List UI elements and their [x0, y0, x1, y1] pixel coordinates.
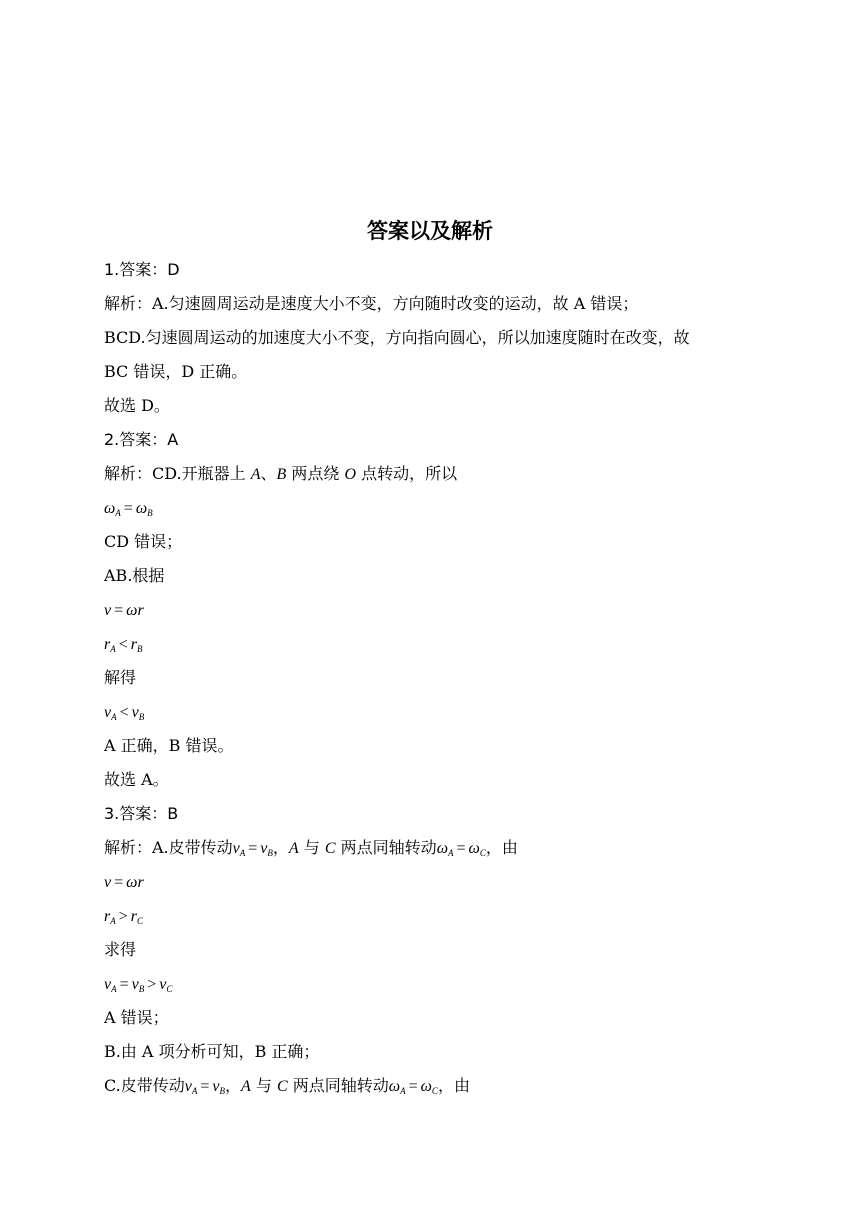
- q3-coaxial-mid: 两点同轴转动: [292, 1076, 389, 1095]
- q3-answer: 3.答案：B: [104, 804, 179, 823]
- q3-obtain: 求得: [104, 940, 137, 959]
- q3-by: 由: [501, 838, 518, 857]
- q2-analysis-post: 点转动，所以: [356, 464, 458, 483]
- q1-answer: 1.答案：D: [104, 260, 180, 279]
- q3-analysis-a: 解析：A.皮带传动$v_A = v_B$，A 与 C 两点同轴转动$\omega_A = \omega_C$，由: [104, 838, 518, 858]
- q3-formula-v-omega-r: [104, 870, 744, 904]
- q2-cd-wrong: CD 错误；: [104, 532, 183, 551]
- q2-formula-omega-equal: [104, 496, 744, 530]
- q3-b-correct: B.由 A 项分析可知，B 正确；: [104, 1042, 320, 1061]
- formula-v-eq-omega-r: v = ωr: [104, 874, 144, 891]
- formula-omega-a-eq-omega-b: $\omega_A = \omega_B$: [104, 500, 153, 518]
- q3-by: 由: [453, 1076, 470, 1095]
- formula-ra-gt-rc: $r_A > r_C$: [104, 908, 144, 926]
- q2-analysis-sep: 、: [260, 464, 277, 483]
- q3-coaxial-prefix: 与: [303, 838, 320, 857]
- q3-formula-radius-compare: [104, 904, 744, 938]
- q3-a-wrong: A 错误；: [104, 1008, 169, 1027]
- q2-solve: 解得: [104, 668, 137, 687]
- q2-formula-radius-compare: [104, 632, 744, 666]
- point-c-label: C: [277, 1078, 288, 1095]
- point-b-label: B: [276, 466, 287, 483]
- q3-formula-velocity-chain: [104, 972, 744, 1006]
- q2-analysis-cd: [104, 462, 744, 496]
- q1-conclusion: 故选 D。: [104, 396, 170, 415]
- point-c-label: C: [324, 840, 336, 857]
- point-a-label: A: [241, 1078, 251, 1095]
- q2-analysis-mid: 两点绕: [286, 464, 345, 483]
- formula-ra-lt-rb: $r_A < r_B$: [104, 636, 143, 654]
- formula-va-lt-vb: $v_A < v_B$: [104, 704, 145, 722]
- q2-ab-basis: AB.根据: [104, 566, 165, 585]
- formula-omega-a-eq-omega-c: $\omega_A = \omega_C$: [388, 1078, 438, 1096]
- q3-coaxial-prefix: 与: [255, 1076, 272, 1095]
- q2-result: A 正确，B 错误。: [104, 736, 234, 755]
- formula-va-eq-vb: $v_A = v_B$: [184, 1078, 226, 1096]
- page-title: 答案以及解析: [367, 219, 493, 243]
- formula-v-eq-omega-r: v = ωr: [104, 602, 144, 619]
- formula-omega-a-eq-omega-c: $\omega_A = \omega_C$: [436, 840, 486, 858]
- q1-analysis-bcd-line1: BCD.匀速圆周运动的加速度大小不变，方向指向圆心，所以加速度随时在改变，故: [104, 328, 690, 347]
- q1-analysis-a: 解析：A.匀速圆周运动是速度大小不变，方向随时改变的运动，故 A 错误；: [104, 294, 639, 313]
- point-a-label: A: [288, 840, 299, 857]
- q2-conclusion: 故选 A。: [104, 770, 169, 789]
- formula-va-eq-vb: $v_A = v_B$: [232, 840, 273, 858]
- q2-formula-velocity-compare: [104, 700, 744, 734]
- q2-formula-v-omega-r: [104, 598, 744, 632]
- q3-c-prefix: C.皮带传动: [104, 1076, 185, 1095]
- q3-coaxial-mid: 两点同轴转动: [340, 838, 437, 857]
- q1-analysis-bcd-line2: BC 错误，D 正确。: [104, 362, 248, 381]
- formula-va-eq-vb-gt-vc: $v_A = v_B > v_C$: [104, 976, 173, 994]
- q3-analysis-c: C.皮带传动$v_A = v_B$，A 与 C 两点同轴转动$\omega_A = \omega_C$，由: [104, 1076, 470, 1096]
- q2-analysis-pre: 解析：CD.开瓶器上: [104, 464, 251, 483]
- point-o-label: O: [344, 466, 357, 483]
- answer-body: [104, 258, 744, 1108]
- q3-analysis-prefix: 解析：A.皮带传动: [104, 838, 233, 857]
- q2-answer: 2.答案：A: [104, 430, 179, 449]
- point-a-label: A: [250, 466, 261, 483]
